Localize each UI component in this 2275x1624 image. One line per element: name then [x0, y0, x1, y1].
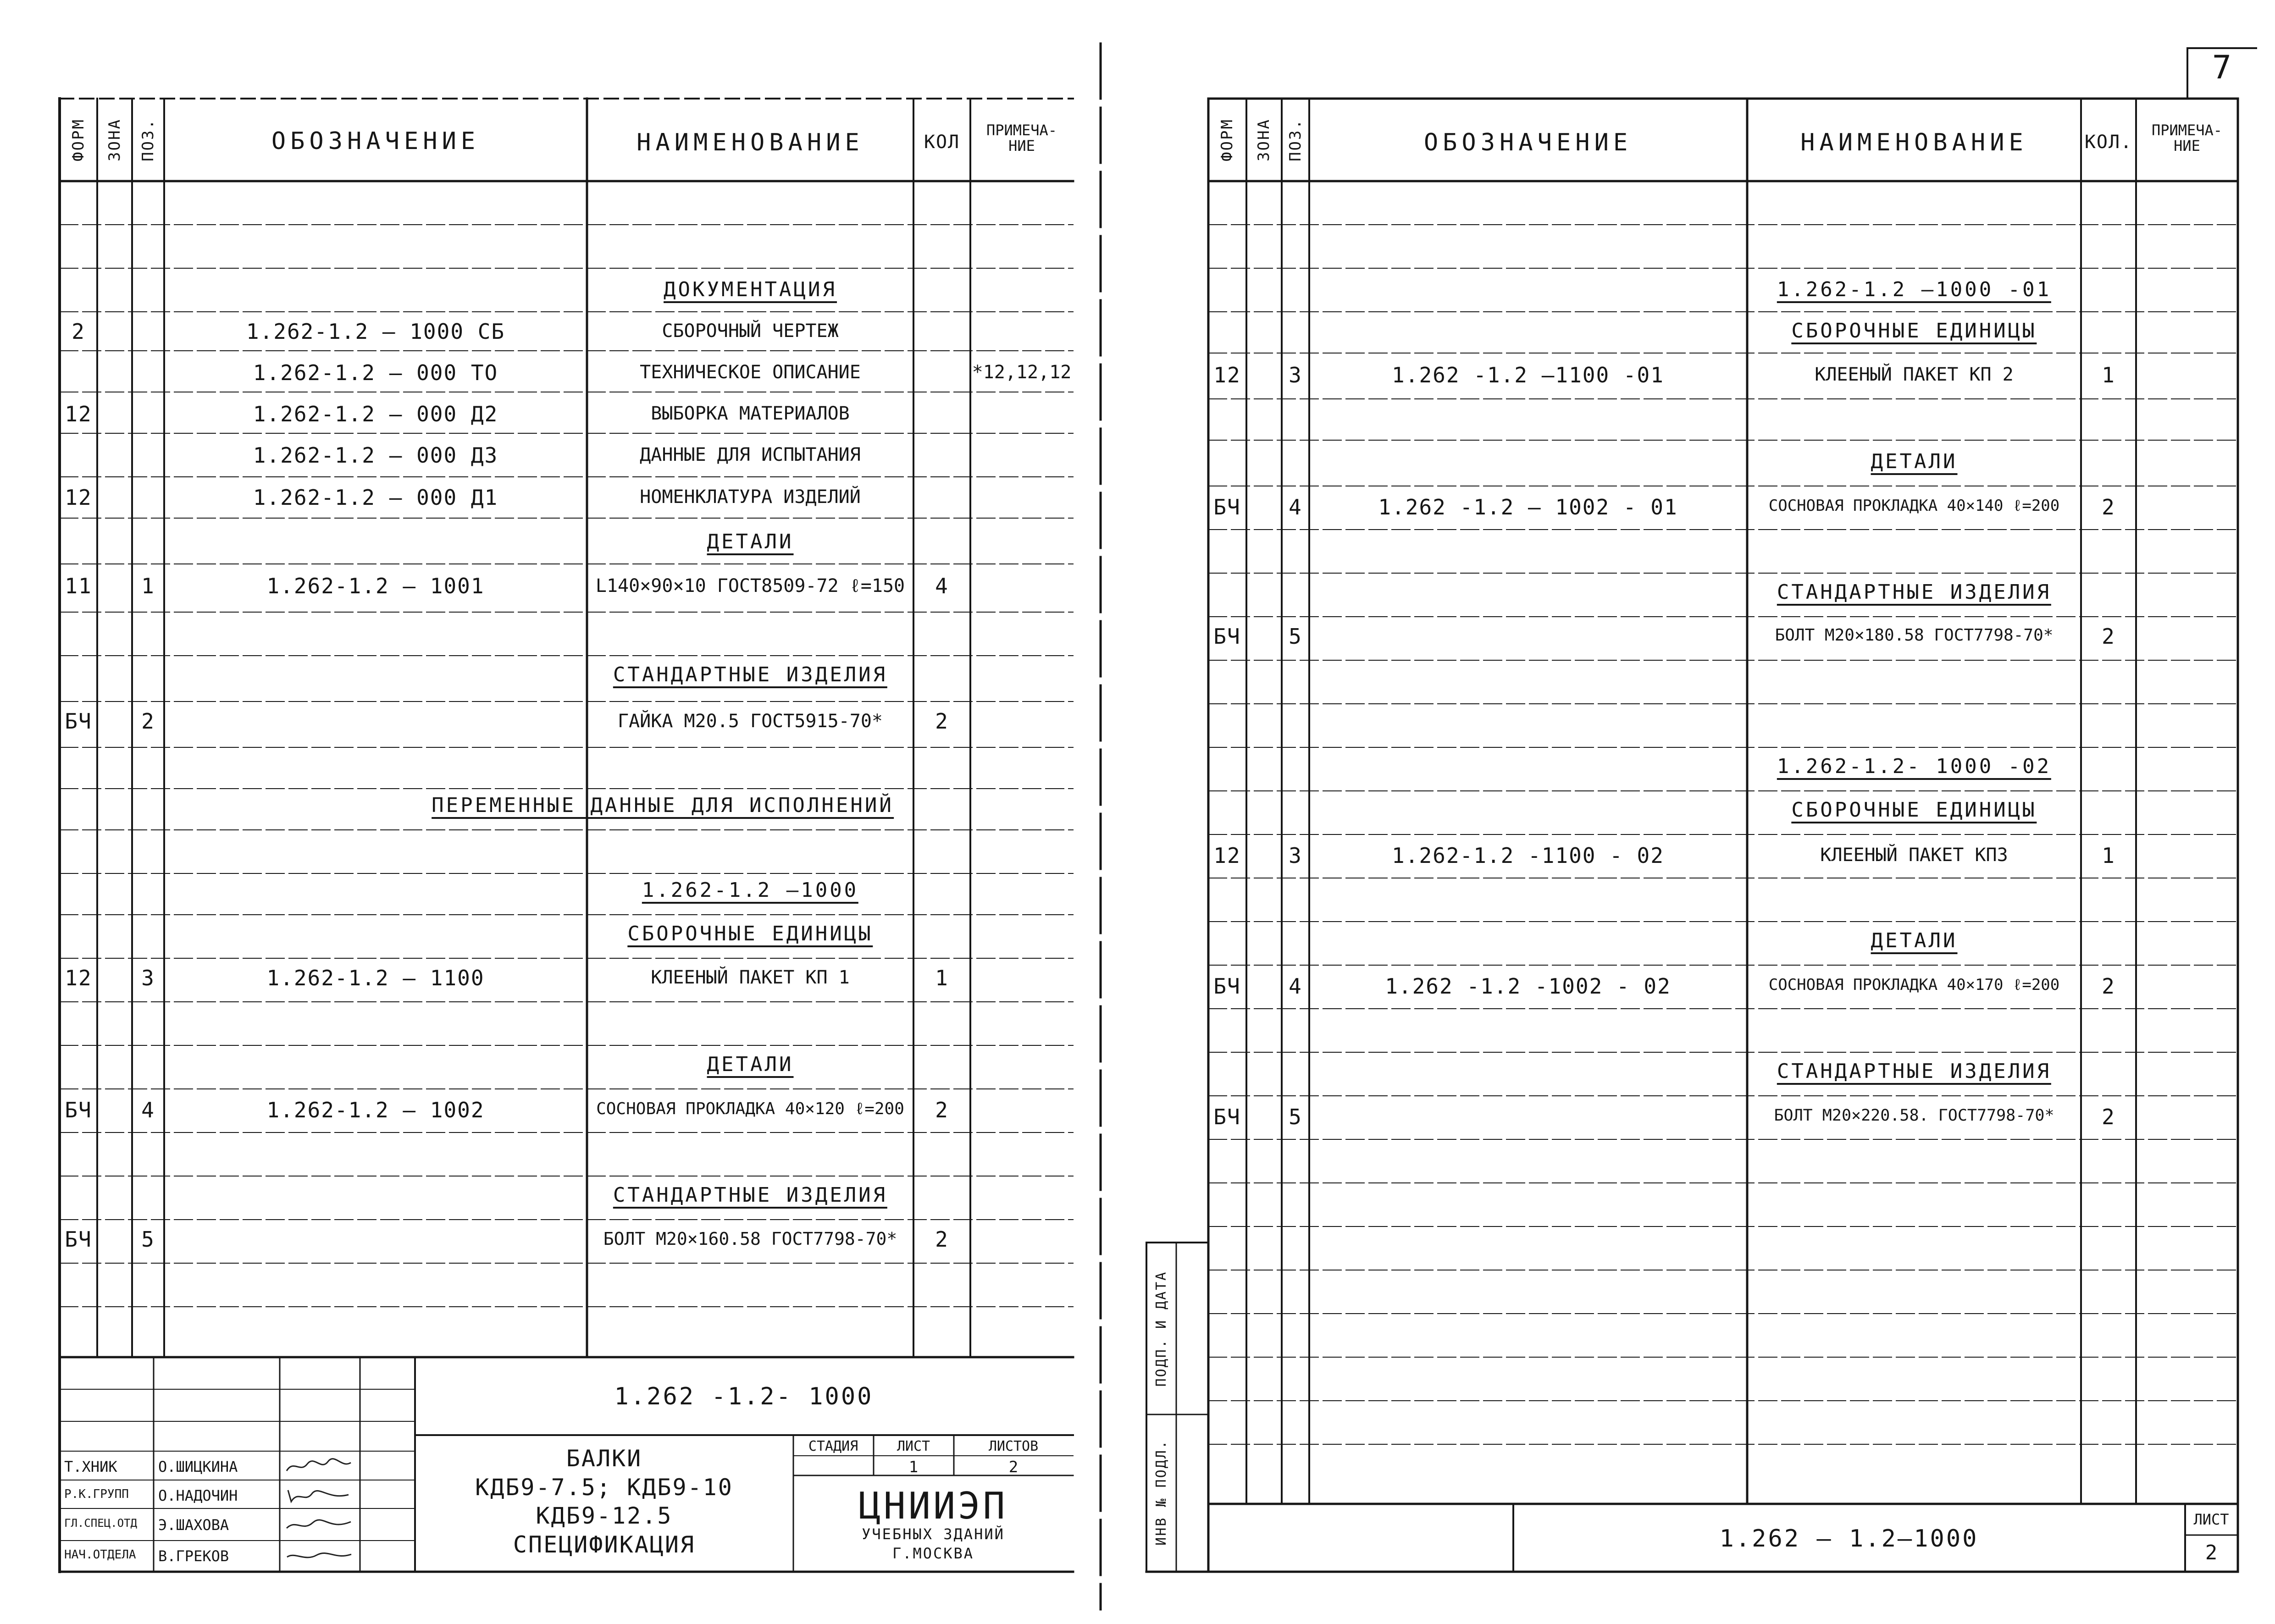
signature-date-label: ПОДП. И ДАТА	[1153, 1270, 1169, 1387]
row-name: ГАЙКА М20.5 ГОСТ5915-70*	[618, 711, 883, 732]
row-position: 5	[1289, 1105, 1302, 1129]
row-designation: 1.262-1.2 – 1000 СБ	[246, 319, 505, 344]
signature	[284, 1457, 353, 1475]
signature	[284, 1486, 353, 1504]
row-designation: 1.262 -1.2 -1002 - 02	[1385, 974, 1671, 999]
organization-city: Г.МОСКВА	[892, 1545, 974, 1562]
header-format: ФОРМ	[1218, 118, 1236, 161]
signature	[284, 1546, 353, 1564]
sheet-number: 2	[2205, 1541, 2218, 1564]
row-name: КЛЕЕНЫЙ ПАКЕТ КП 2	[1815, 364, 2014, 385]
header-note: ПРИМЕЧА- НИЕ	[986, 122, 1057, 155]
stage-label: СТАДИЯ	[808, 1438, 858, 1454]
sheet-label: ЛИСТ	[897, 1438, 930, 1454]
row-designation: 1.262-1.2 -1100 - 02	[1392, 843, 1664, 868]
row-position: 5	[1289, 624, 1302, 649]
document-title	[417, 1444, 791, 1559]
row-name: СОСНОВАЯ ПРОКЛАДКА 40×170 ℓ=200	[1768, 976, 2060, 994]
page-number: 7	[2212, 49, 2232, 86]
section-assembly-units: СБОРОЧНЫЕ ЕДИНИЦЫ	[627, 924, 873, 947]
row-name: L140×90×10 ГОСТ8509-72 ℓ=150	[595, 575, 905, 597]
staff-role: Р.К.ГРУПП	[64, 1487, 129, 1501]
section-assembly-units: СБОРОЧНЫЕ ЕДИНИЦЫ	[1791, 321, 2037, 344]
row-format: БЧ	[1213, 624, 1241, 649]
staff-role: Т.ХНИК	[64, 1458, 117, 1475]
row-quantity: 2	[2102, 1105, 2115, 1129]
row-position: 4	[1289, 495, 1302, 519]
section-details: ДЕТАЛИ	[707, 1055, 794, 1078]
title-line: КДБ9-7.5; КДБ9-10	[475, 1474, 733, 1501]
header-note: ПРИМЕЧА- НИЕ	[2151, 122, 2223, 155]
row-designation: 1.262-1.2 – 000 Д3	[253, 443, 498, 468]
header-format: ФОРМ	[69, 118, 88, 161]
section-documentation: ДОКУМЕНТАЦИЯ	[664, 280, 837, 303]
row-quantity: 2	[2102, 974, 2115, 999]
section-details: ДЕТАЛИ	[707, 532, 794, 555]
header-name: НАИМЕНОВАНИЕ	[1800, 129, 2028, 156]
header-zone: ЗОНА	[1255, 118, 1273, 161]
right-table-grid	[1101, 0, 2275, 1624]
row-name: СОСНОВАЯ ПРОКЛАДКА 40×140 ℓ=200	[1768, 497, 2060, 515]
row-name: НОМЕНКЛАТУРА ИЗДЕЛИЙ	[640, 486, 861, 508]
section-standard-items: СТАНДАРТНЫЕ ИЗДЕЛИЯ	[613, 665, 887, 688]
section-details: ДЕТАЛИ	[1871, 452, 1958, 475]
row-designation: 1.262 -1.2 – 1002 - 01	[1378, 495, 1678, 519]
variant-heading: 1.262-1.2- 1000 -02	[1777, 757, 2051, 780]
row-format: 12	[65, 485, 92, 510]
section-details: ДЕТАЛИ	[1871, 931, 1958, 954]
section-variable-data: ПЕРЕМЕННЫЕ ДАННЫЕ ДЛЯ ИСПОЛНЕНИЙ	[432, 795, 894, 819]
section-standard-items: СТАНДАРТНЫЕ ИЗДЕЛИЯ	[1777, 582, 2051, 606]
row-format: 12	[65, 966, 92, 990]
row-name: ТЕХНИЧЕСКОЕ ОПИСАНИЕ	[640, 362, 861, 383]
row-quantity: 1	[2102, 843, 2115, 868]
staff-name: О.НАДОЧИН	[158, 1487, 238, 1504]
doc-code: 1.262 -1.2- 1000	[614, 1383, 874, 1410]
staff-name: О.ШИЦКИНА	[158, 1458, 238, 1475]
organization-logo: ЦНИИЭП	[858, 1485, 1008, 1527]
header-name: НАИМЕНОВАНИЕ	[637, 129, 864, 156]
header-quantity: КОЛ	[924, 132, 960, 153]
row-quantity: 4	[935, 574, 949, 598]
row-format: БЧ	[65, 1098, 92, 1122]
header-position: ПОЗ.	[139, 118, 157, 161]
row-designation: 1.262-1.2 – 1001	[266, 574, 485, 598]
row-quantity: 2	[935, 709, 949, 734]
row-designation: 1.262-1.2 – 1100	[266, 966, 485, 990]
header-designation: ОБОЗНАЧЕНИЕ	[1423, 129, 1633, 156]
row-position: 5	[141, 1227, 155, 1252]
row-format: БЧ	[1213, 1105, 1241, 1129]
original-inventory-label: ИНВ № ПОДЛ.	[1153, 1439, 1169, 1546]
row-name: СБОРОЧНЫЙ ЧЕРТЕЖ	[662, 320, 839, 342]
sheet-label: ЛИСТ	[2193, 1511, 2229, 1528]
row-format: 11	[65, 574, 92, 598]
row-designation: 1.262 -1.2 –1100 -01	[1392, 363, 1664, 387]
row-name: КЛЕЕНЫЙ ПАКЕТ КП 1	[651, 967, 850, 988]
row-position: 3	[1289, 843, 1302, 868]
row-position: 1	[141, 574, 155, 598]
row-designation: 1.262-1.2 – 000 Д2	[253, 402, 498, 426]
header-designation: ОБОЗНАЧЕНИЕ	[271, 127, 480, 155]
row-name: СОСНОВАЯ ПРОКЛАДКА 40×120 ℓ=200	[596, 1099, 904, 1118]
row-format: 12	[1213, 843, 1241, 868]
section-standard-items: СТАНДАРТНЫЕ ИЗДЕЛИЯ	[613, 1185, 887, 1209]
row-quantity: 1	[935, 966, 949, 990]
row-designation: 1.262-1.2 – 1002	[266, 1098, 485, 1122]
row-format: БЧ	[65, 1227, 92, 1252]
row-position: 4	[1289, 974, 1302, 999]
right-sheet	[1101, 0, 2275, 1624]
organization-subtitle: УЧЕБНЫХ ЗДАНИЙ	[862, 1525, 1005, 1543]
section-assembly-units: СБОРОЧНЫЕ ЕДИНИЦЫ	[1791, 800, 2037, 823]
row-quantity: 2	[935, 1227, 949, 1252]
row-format: 12	[65, 402, 92, 426]
row-name: БОЛТ М20×180.58 ГОСТ7798-70*	[1775, 626, 2054, 645]
staff-name: Э.ШАХОВА	[158, 1516, 229, 1534]
staff-role: ГЛ.СПЕЦ.ОТД	[64, 1517, 137, 1530]
sheets-total: 2	[1008, 1458, 1018, 1476]
signature	[284, 1515, 353, 1534]
header-position: ПОЗ.	[1286, 118, 1305, 161]
row-name: БОЛТ М20×160.58 ГОСТ7798-70*	[603, 1229, 897, 1249]
section-standard-items: СТАНДАРТНЫЕ ИЗДЕЛИЯ	[1777, 1061, 2051, 1085]
staff-role: НАЧ.ОТДЕЛА	[64, 1548, 136, 1562]
row-quantity: 2	[935, 1098, 949, 1122]
row-note: *12,12,12	[972, 362, 1072, 383]
row-designation: 1.262-1.2 – 000 ТО	[253, 360, 498, 385]
sheets-label: ЛИСТОВ	[988, 1438, 1039, 1454]
staff-name: В.ГРЕКОВ	[158, 1547, 229, 1565]
left-sheet	[0, 0, 1101, 1624]
title-line: БАЛКИ	[566, 1445, 642, 1472]
header-zone: ЗОНА	[105, 118, 124, 161]
row-quantity: 2	[2102, 624, 2115, 649]
title-line: СПЕЦИФИКАЦИЯ	[513, 1531, 696, 1558]
sheet-number: 1	[908, 1458, 919, 1476]
row-position: 2	[141, 709, 155, 734]
row-format: 12	[1213, 363, 1241, 387]
row-name: ВЫБОРКА МАТЕРИАЛОВ	[651, 403, 850, 424]
row-name: БОЛТ М20×220.58. ГОСТ7798-70*	[1774, 1106, 2054, 1125]
row-name: ДАННЫЕ ДЛЯ ИСПЫТАНИЯ	[640, 444, 861, 465]
row-designation: 1.262-1.2 – 000 Д1	[253, 485, 498, 510]
row-name: КЛЕЕНЫЙ ПАКЕТ КП3	[1820, 845, 2008, 866]
variant-heading: 1.262-1.2 –1000	[642, 880, 858, 904]
title-line: КДБ9-12.5	[536, 1502, 673, 1529]
row-format: БЧ	[65, 709, 92, 734]
row-quantity: 2	[2102, 495, 2115, 519]
header-quantity: КОЛ.	[2084, 132, 2133, 153]
row-position: 3	[1289, 363, 1302, 387]
row-format: БЧ	[1213, 495, 1241, 519]
row-position: 3	[141, 966, 155, 990]
row-position: 4	[141, 1098, 155, 1122]
row-format: БЧ	[1213, 974, 1241, 999]
doc-code: 1.262 – 1.2–1000	[1719, 1525, 1979, 1552]
variant-heading: 1.262-1.2 –1000 -01	[1777, 280, 2051, 303]
row-quantity: 1	[2102, 363, 2115, 387]
row-format: 2	[72, 319, 85, 344]
